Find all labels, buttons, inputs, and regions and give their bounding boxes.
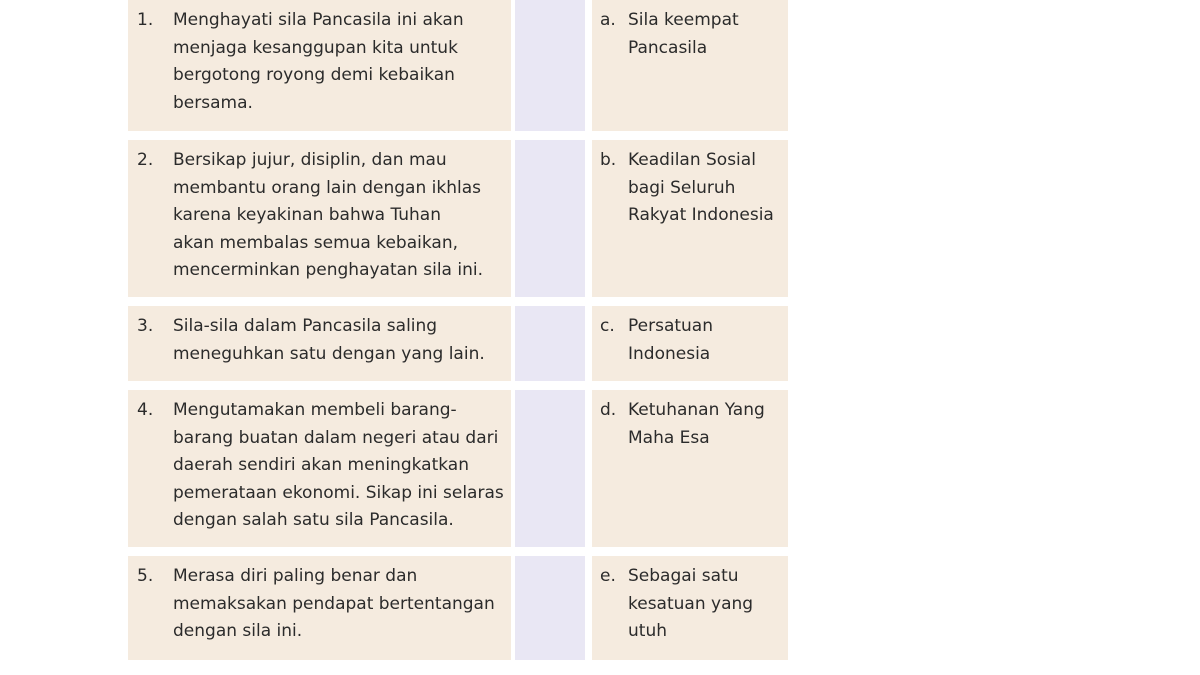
statement-number: 2.	[137, 150, 154, 170]
statement-cell	[128, 306, 511, 381]
answer-box[interactable]	[515, 556, 585, 660]
answer-box[interactable]	[515, 140, 585, 297]
statement-cell	[128, 390, 511, 547]
option-letter: c.	[600, 316, 615, 336]
statement-number: 4.	[137, 400, 154, 420]
statement-cell	[128, 140, 511, 297]
statement-text: Merasa diri paling benar dan memaksakan pendapat bertentangan dengan sila ini.	[173, 566, 495, 641]
option-cell	[592, 556, 788, 660]
matching-row	[128, 556, 788, 660]
statement-number: 1.	[137, 10, 154, 30]
option-text: Sila keempat Pancasila	[628, 10, 739, 58]
option-text: Ketuhanan Yang Maha Esa	[628, 400, 765, 448]
statement-text: Mengutamakan membeli barang- barang buatan dalam negeri atau dari daerah sendiri akan meningkatkan pemerataan ekonomi. Sikap ini selaras dengan salah satu sila Pancasila.	[173, 400, 504, 530]
option-letter: e.	[600, 566, 616, 586]
matching-row	[128, 306, 788, 381]
answer-box[interactable]	[515, 0, 585, 131]
statement-number: 5.	[137, 566, 154, 586]
statement-cell	[128, 0, 511, 131]
option-cell	[592, 140, 788, 297]
option-cell	[592, 306, 788, 381]
matching-row	[128, 0, 788, 131]
option-letter: d.	[600, 400, 617, 420]
answer-box[interactable]	[515, 306, 585, 381]
statement-text: Bersikap jujur, disiplin, dan mau membantu orang lain dengan ikhlas karena keyakinan bahwa Tuhan akan membalas semua kebaikan, mencerminkan penghayatan sila ini.	[173, 150, 483, 280]
option-text: Sebagai satu kesatuan yang utuh	[628, 566, 754, 641]
option-text: Keadilan Sosial bagi Seluruh Rakyat Indonesia	[628, 150, 774, 225]
option-cell	[592, 0, 788, 131]
statement-number: 3.	[137, 316, 154, 336]
option-letter: a.	[600, 10, 616, 30]
statement-text: Sila-sila dalam Pancasila saling meneguhkan satu dengan yang lain.	[173, 316, 485, 364]
statement-text: Menghayati sila Pancasila ini akan menjaga kesanggupan kita untuk bergotong royong demi kebaikan bersama.	[173, 10, 464, 113]
matching-row	[128, 390, 788, 547]
answer-box[interactable]	[515, 390, 585, 547]
option-cell	[592, 390, 788, 547]
option-letter: b.	[600, 150, 617, 170]
statement-cell	[128, 556, 511, 660]
matching-row	[128, 140, 788, 297]
option-text: Persatuan Indonesia	[628, 316, 713, 364]
